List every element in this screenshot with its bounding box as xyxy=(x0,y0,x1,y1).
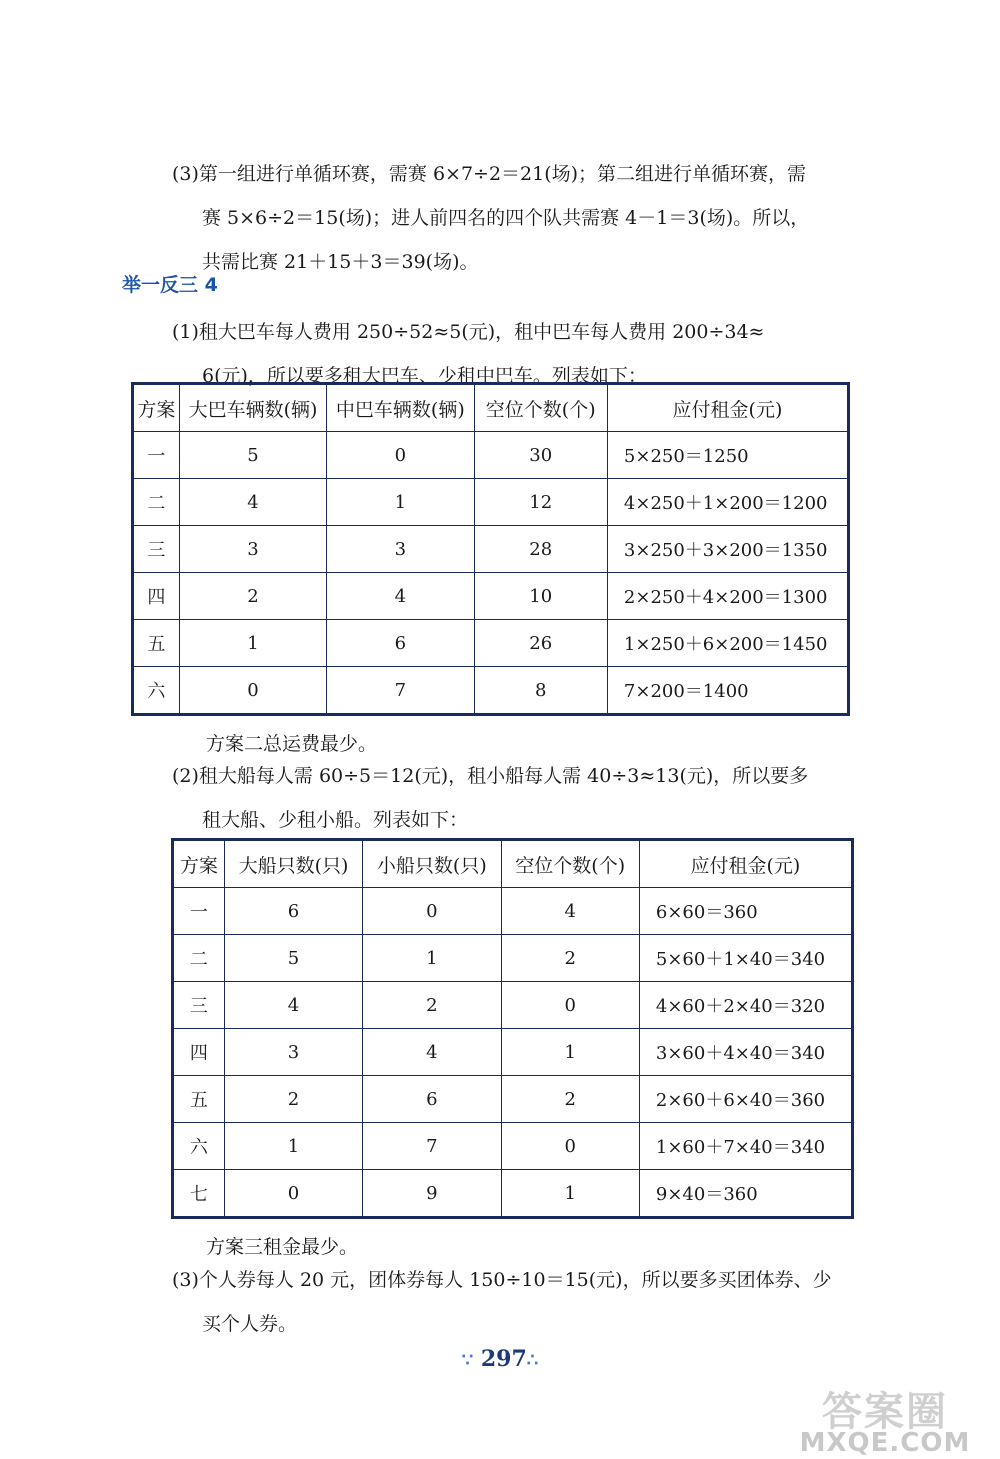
plan-cell: 二 xyxy=(133,479,180,526)
table-cell: 6 xyxy=(224,888,362,935)
table-cell: 6 xyxy=(327,620,474,667)
formula-cell: 6×60＝360 xyxy=(639,888,852,935)
table-row xyxy=(173,1170,853,1218)
formula-cell: 5×250＝1250 xyxy=(607,432,848,479)
table-cell: 9 xyxy=(363,1170,501,1218)
table-cell: 2 xyxy=(224,1076,362,1123)
table-cell: 1 xyxy=(501,1029,639,1076)
formula-cell: 1×60＋7×40＝340 xyxy=(639,1123,852,1170)
formula-cell: 2×60＋6×40＝360 xyxy=(639,1076,852,1123)
table-cell: 1 xyxy=(179,620,326,667)
table-row xyxy=(173,1076,853,1123)
plan-cell: 六 xyxy=(173,1123,225,1170)
table-row xyxy=(173,1123,853,1170)
formula-cell: 1×250＋6×200＝1450 xyxy=(607,620,848,667)
plan-cell: 四 xyxy=(133,573,180,620)
plan-cell: 四 xyxy=(173,1029,225,1076)
table-cell: 2 xyxy=(179,573,326,620)
table-cell: 2 xyxy=(501,1076,639,1123)
header-cell: 方案 xyxy=(173,840,225,888)
table-cell: 7 xyxy=(327,667,474,715)
table-row xyxy=(133,432,849,479)
part1-line2: 6(元)，所以要多租大巴车、少租中巴车。列表如下： xyxy=(202,365,647,387)
part1-line1: (1)租大巴车每人费用 250÷52≈5(元)，租中巴车每人费用 200÷34≈ xyxy=(172,321,765,343)
plan-cell: 二 xyxy=(173,935,225,982)
table-cell: 3 xyxy=(327,526,474,573)
table-cell: 0 xyxy=(501,982,639,1029)
part3-line1: (3)个人券每人 20 元，团体券每人 150÷10＝15(元)，所以要多买团体券、少 xyxy=(172,1269,832,1291)
table-cell: 4 xyxy=(363,1029,501,1076)
table-header-row xyxy=(133,384,849,432)
formula-cell: 3×250＋3×200＝1350 xyxy=(607,526,848,573)
table-cell: 0 xyxy=(179,667,326,715)
table-cell: 10 xyxy=(474,573,607,620)
plan-cell: 七 xyxy=(173,1170,225,1218)
section3-line3: 共需比赛 21＋15＋3＝39(场)。 xyxy=(202,251,479,273)
table-cell: 7 xyxy=(363,1123,501,1170)
header-cell: 中巴车辆数(辆) xyxy=(327,384,474,432)
table-cell: 12 xyxy=(474,479,607,526)
table-cell: 0 xyxy=(224,1170,362,1218)
dots-ornament-icon: ∴ xyxy=(526,1350,539,1371)
header-cell: 应付租金(元) xyxy=(639,840,852,888)
table-cell: 0 xyxy=(327,432,474,479)
table-cell: 0 xyxy=(363,888,501,935)
table-cell: 28 xyxy=(474,526,607,573)
header-cell: 小船只数(只) xyxy=(363,840,501,888)
table-header-row xyxy=(173,840,853,888)
table-cell: 6 xyxy=(363,1076,501,1123)
note-plan-three: 方案三租金最少。 xyxy=(206,1236,359,1258)
note-plan-two: 方案二总运费最少。 xyxy=(206,733,378,755)
boat-rental-table xyxy=(171,838,854,1219)
formula-cell: 4×250＋1×200＝1200 xyxy=(607,479,848,526)
table-cell: 3 xyxy=(224,1029,362,1076)
table-cell: 2 xyxy=(363,982,501,1029)
table-row xyxy=(173,888,853,935)
plan-cell: 五 xyxy=(133,620,180,667)
formula-cell: 5×60＋1×40＝340 xyxy=(639,935,852,982)
table-row xyxy=(173,935,853,982)
table-cell: 4 xyxy=(501,888,639,935)
table-cell: 26 xyxy=(474,620,607,667)
part2-line2: 租大船、少租小船。列表如下： xyxy=(202,809,469,831)
table-cell: 4 xyxy=(327,573,474,620)
table-cell: 4 xyxy=(224,982,362,1029)
plan-cell: 一 xyxy=(173,888,225,935)
part3-paragraph xyxy=(172,1258,872,1346)
formula-cell: 7×200＝1400 xyxy=(607,667,848,715)
part2-paragraph xyxy=(172,754,872,842)
table-cell: 4 xyxy=(179,479,326,526)
plan-cell: 三 xyxy=(133,526,180,573)
table-row xyxy=(133,667,849,715)
table-cell: 5 xyxy=(224,935,362,982)
page-number-value: 297 xyxy=(480,1346,527,1372)
formula-cell: 9×40＝360 xyxy=(639,1170,852,1218)
plan-cell: 六 xyxy=(133,667,180,715)
section3-paragraph xyxy=(172,152,872,284)
table-cell: 2 xyxy=(501,935,639,982)
formula-cell: 3×60＋4×40＝340 xyxy=(639,1029,852,1076)
table-cell: 1 xyxy=(501,1170,639,1218)
table-row xyxy=(133,479,849,526)
plan-cell: 三 xyxy=(173,982,225,1029)
dots-ornament-icon: ∵ xyxy=(461,1350,474,1371)
formula-cell: 2×250＋4×200＝1300 xyxy=(607,573,848,620)
plan-cell: 一 xyxy=(133,432,180,479)
page-number xyxy=(0,1346,1000,1372)
table-cell: 1 xyxy=(224,1123,362,1170)
table-row xyxy=(173,1029,853,1076)
part2-line1: (2)租大船每人需 60÷5＝12(元)，租小船每人需 40÷3≈13(元)，所以要多 xyxy=(172,765,809,787)
header-cell: 空位个数(个) xyxy=(501,840,639,888)
header-cell: 方案 xyxy=(133,384,180,432)
table-row xyxy=(133,620,849,667)
table-cell: 1 xyxy=(363,935,501,982)
bus-rental-table xyxy=(131,382,850,716)
table-row xyxy=(173,982,853,1029)
part3-line2: 买个人券。 xyxy=(202,1313,298,1335)
table-cell: 30 xyxy=(474,432,607,479)
section-heading: 举一反三 4 xyxy=(122,274,218,296)
plan-cell: 五 xyxy=(173,1076,225,1123)
table-cell: 0 xyxy=(501,1123,639,1170)
table-cell: 1 xyxy=(327,479,474,526)
header-cell: 应付租金(元) xyxy=(607,384,848,432)
header-cell: 大船只数(只) xyxy=(224,840,362,888)
table-cell: 5 xyxy=(179,432,326,479)
table-row xyxy=(133,526,849,573)
header-cell: 大巴车辆数(辆) xyxy=(179,384,326,432)
table-cell: 8 xyxy=(474,667,607,715)
section3-line2: 赛 5×6÷2＝15(场)；进人前四名的四个队共需赛 4－1＝3(场)。所以， xyxy=(202,207,810,229)
formula-cell: 4×60＋2×40＝320 xyxy=(639,982,852,1029)
header-cell: 空位个数(个) xyxy=(474,384,607,432)
watermark xyxy=(770,1380,1000,1459)
watermark-logo: 答案圈 xyxy=(822,1389,948,1435)
section3-line1: (3)第一组进行单循环赛，需赛 6×7÷2＝21(场)；第二组进行单循环赛，需 xyxy=(172,163,807,185)
table-cell: 3 xyxy=(179,526,326,573)
watermark-site: MXQE.COM xyxy=(799,1428,971,1458)
table-row xyxy=(133,573,849,620)
